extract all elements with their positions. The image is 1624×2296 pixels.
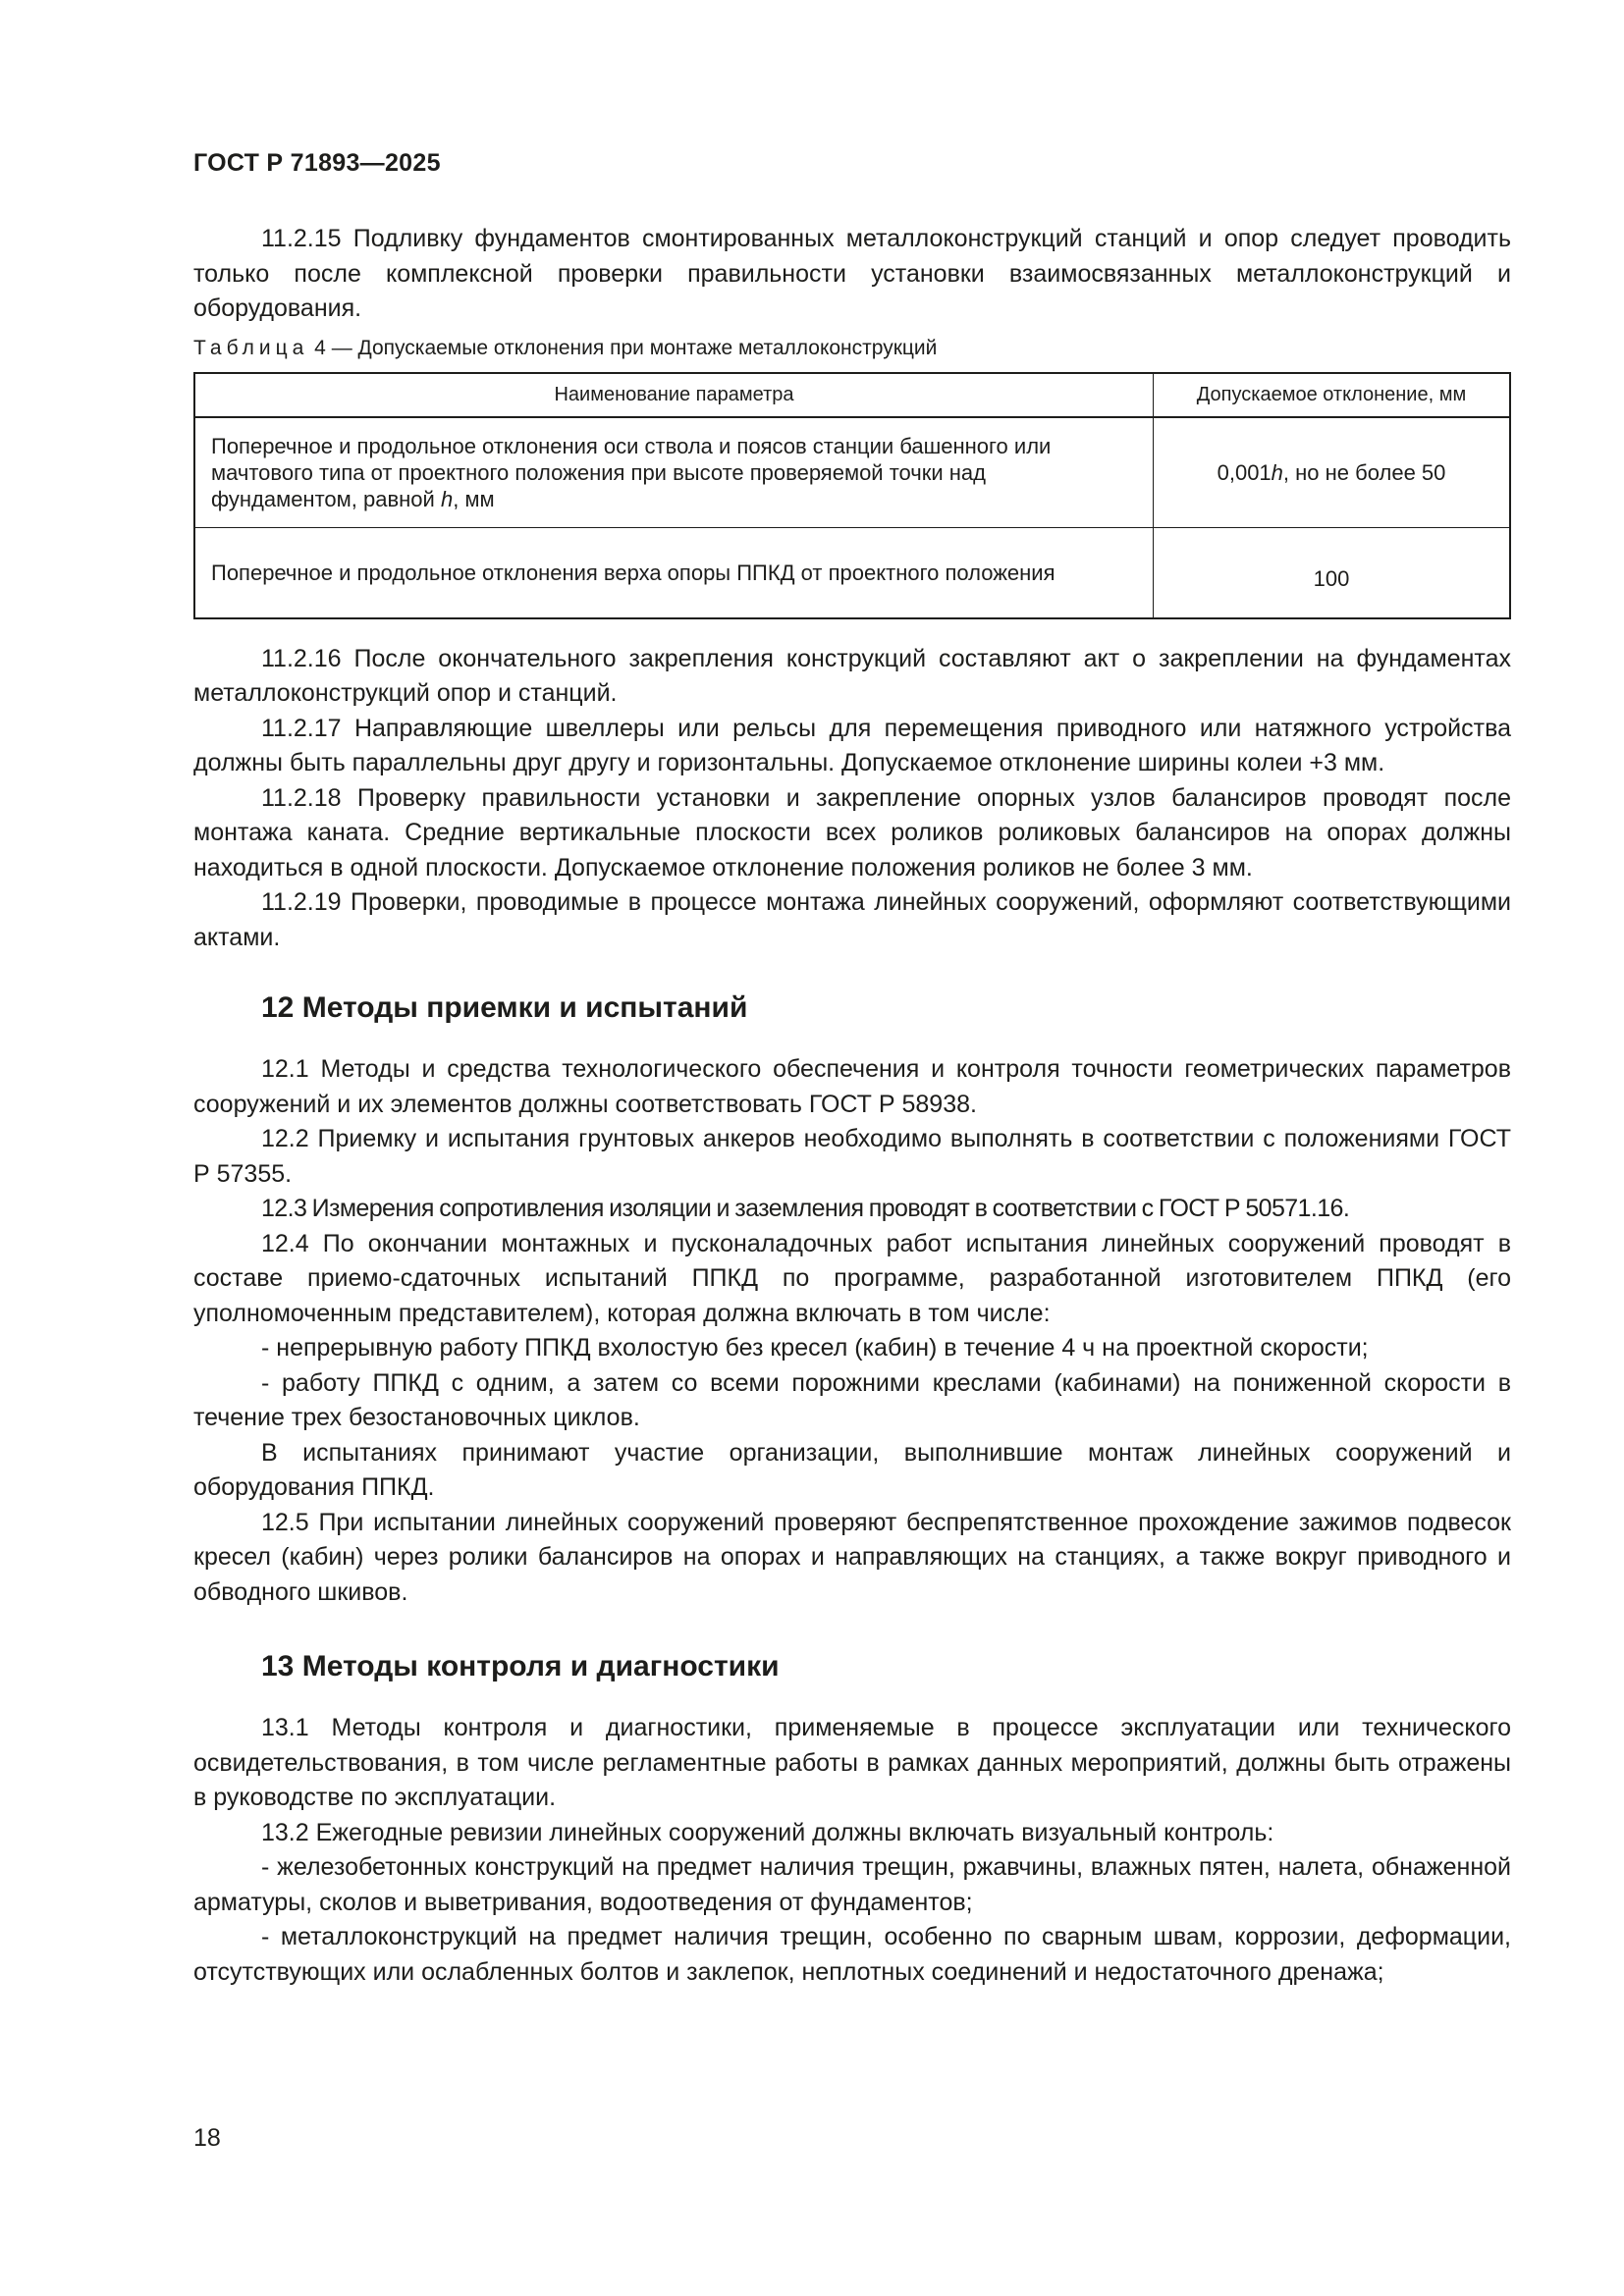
section-12-heading: 12 Методы приемки и испытаний — [261, 991, 748, 1024]
list-item: - железобетонных конструкций на предмет наличия трещин, ржавчины, влажных пятен, налета, обнаженной арматуры, сколов и выветривания, водоотведения от фундаментов; — [193, 1853, 1511, 1916]
table-header-row — [194, 373, 1510, 417]
list-item: - непрерывную работу ППКД вхолостую без кресел (кабин) в течение 4 ч на проектной скорости; — [261, 1334, 1369, 1362]
variable-h: h — [440, 486, 454, 511]
paragraph-11-2-16: 11.2.16 После окончательного закрепления конструкций составляют акт о закреплении на фундаментах металлоконструкций опор и станций. — [193, 644, 1511, 707]
cell-tolerance: 100 — [1154, 527, 1511, 618]
column-header-parameter: Наименование параметра — [194, 373, 1154, 417]
paragraph-11-2-15: 11.2.15 Подливку фундаментов смонтированных металлоконструкций станций и опор следует проводить только после комплексной проверки правильности установки взаимосвязанных металлоконструкций и оборудования. — [193, 225, 1511, 322]
tolerance-table — [193, 372, 1511, 619]
paragraph-11-2-18: 11.2.18 Проверку правильности установки и закрепление опорных узлов балансиров проводят после монтажа каната. Средние вертикальные плоскости всех роликов роликовых балансиров на опорах должны находиться в одной плоскости. Допускаемое отклонение положения роликов не более 3 мм. — [193, 783, 1511, 881]
cell-text: 0,001 — [1217, 459, 1272, 485]
cell-parameter — [194, 417, 1154, 528]
list-item: - работу ППКД с одним, а затем со всеми порожними креслами (кабинами) на пониженной скорости в течение трех безостановочных циклов. — [193, 1368, 1511, 1431]
table-row — [194, 527, 1510, 618]
document-id-header: ГОСТ Р 71893—2025 — [193, 149, 441, 177]
paragraph-11-2-17: 11.2.17 Направляющие швеллеры или рельсы для перемещения приводного или натяжного устройства должны быть параллельны друг другу и горизонтальны. Допускаемое отклонение ширины колеи +3 мм. — [193, 714, 1511, 776]
table-caption-label: Таблица — [193, 336, 309, 359]
cell-text: , мм — [453, 486, 495, 511]
table-caption-text: 4 — Допускаемые отклонения при монтаже металлоконструкций — [308, 336, 938, 359]
paragraph-12-3: 12.3 Измерения сопротивления изоляции и заземления проводят в соответствии с ГОСТ Р 50571.16. — [261, 1195, 1350, 1222]
paragraph-12-1: 12.1 Методы и средства технологического обеспечения и контроля точности геометрических параметров сооружений и их элементов должны соответствовать ГОСТ Р 58938. — [193, 1055, 1511, 1118]
page-number: 18 — [193, 2124, 221, 2152]
variable-h: h — [1271, 459, 1283, 485]
page-body — [193, 222, 1511, 1990]
cell-parameter: Поперечное и продольное отклонения верха опоры ППКД от проектного положения — [194, 527, 1154, 618]
paragraph-11-2-19: 11.2.19 Проверки, проводимые в процессе монтажа линейных сооружений, оформляют соответствующими актами. — [193, 888, 1511, 951]
cell-text: , но не более 50 — [1282, 459, 1446, 485]
cell-tolerance — [1154, 417, 1511, 528]
paragraph-12-4: 12.4 По окончании монтажных и пусконаладочных работ испытания линейных сооружений проводят в составе приемо-сдаточных испытаний ППКД по программе, разработанной изготовителем ППКД (его уполномоченным представителем), которая должна включать в том числе: — [193, 1229, 1511, 1327]
section-13-heading: 13 Методы контроля и диагностики — [261, 1650, 780, 1682]
paragraph-12-4-participants: В испытаниях принимают участие организации, выполнившие монтаж линейных сооружений и оборудования ППКД. — [193, 1438, 1511, 1501]
paragraph-13-1: 13.1 Методы контроля и диагностики, применяемые в процессе эксплуатации или технического освидетельствования, в том числе регламентные работы в рамках данных мероприятий, должны быть отражены в руководстве по эксплуатации. — [193, 1714, 1511, 1811]
table-caption — [193, 335, 1511, 362]
paragraph-12-2: 12.2 Приемку и испытания грунтовых анкеров необходимо выполнять в соответствии с положениями ГОСТ Р 57355. — [193, 1125, 1511, 1188]
paragraph-12-5: 12.5 При испытании линейных сооружений проверяют беспрепятственное прохождение зажимов подвесок кресел (кабин) через ролики балансиров на опорах и направляющих на станциях, а также вокруг приводного и обводного шкивов. — [193, 1508, 1511, 1606]
table-row — [194, 417, 1510, 528]
column-header-tolerance: Допускаемое отклонение, мм — [1154, 373, 1511, 417]
tolerance-table-wrapper — [193, 372, 1511, 619]
cell-text: Поперечное и продольное отклонения оси ствола и поясов станции башенного или мачтового типа от проектного положения при высоте проверяемой точки над фундаментом, равной — [211, 433, 1052, 511]
paragraph-13-2: 13.2 Ежегодные ревизии линейных сооружений должны включать визуальный контроль: — [261, 1818, 1274, 1846]
list-item: - металлоконструкций на предмет наличия трещин, особенно по сварным швам, коррозии, деформации, отсутствующих или ослабленных болтов и заклепок, неплотных соединений и недостаточного дренажа; — [193, 1923, 1511, 1986]
